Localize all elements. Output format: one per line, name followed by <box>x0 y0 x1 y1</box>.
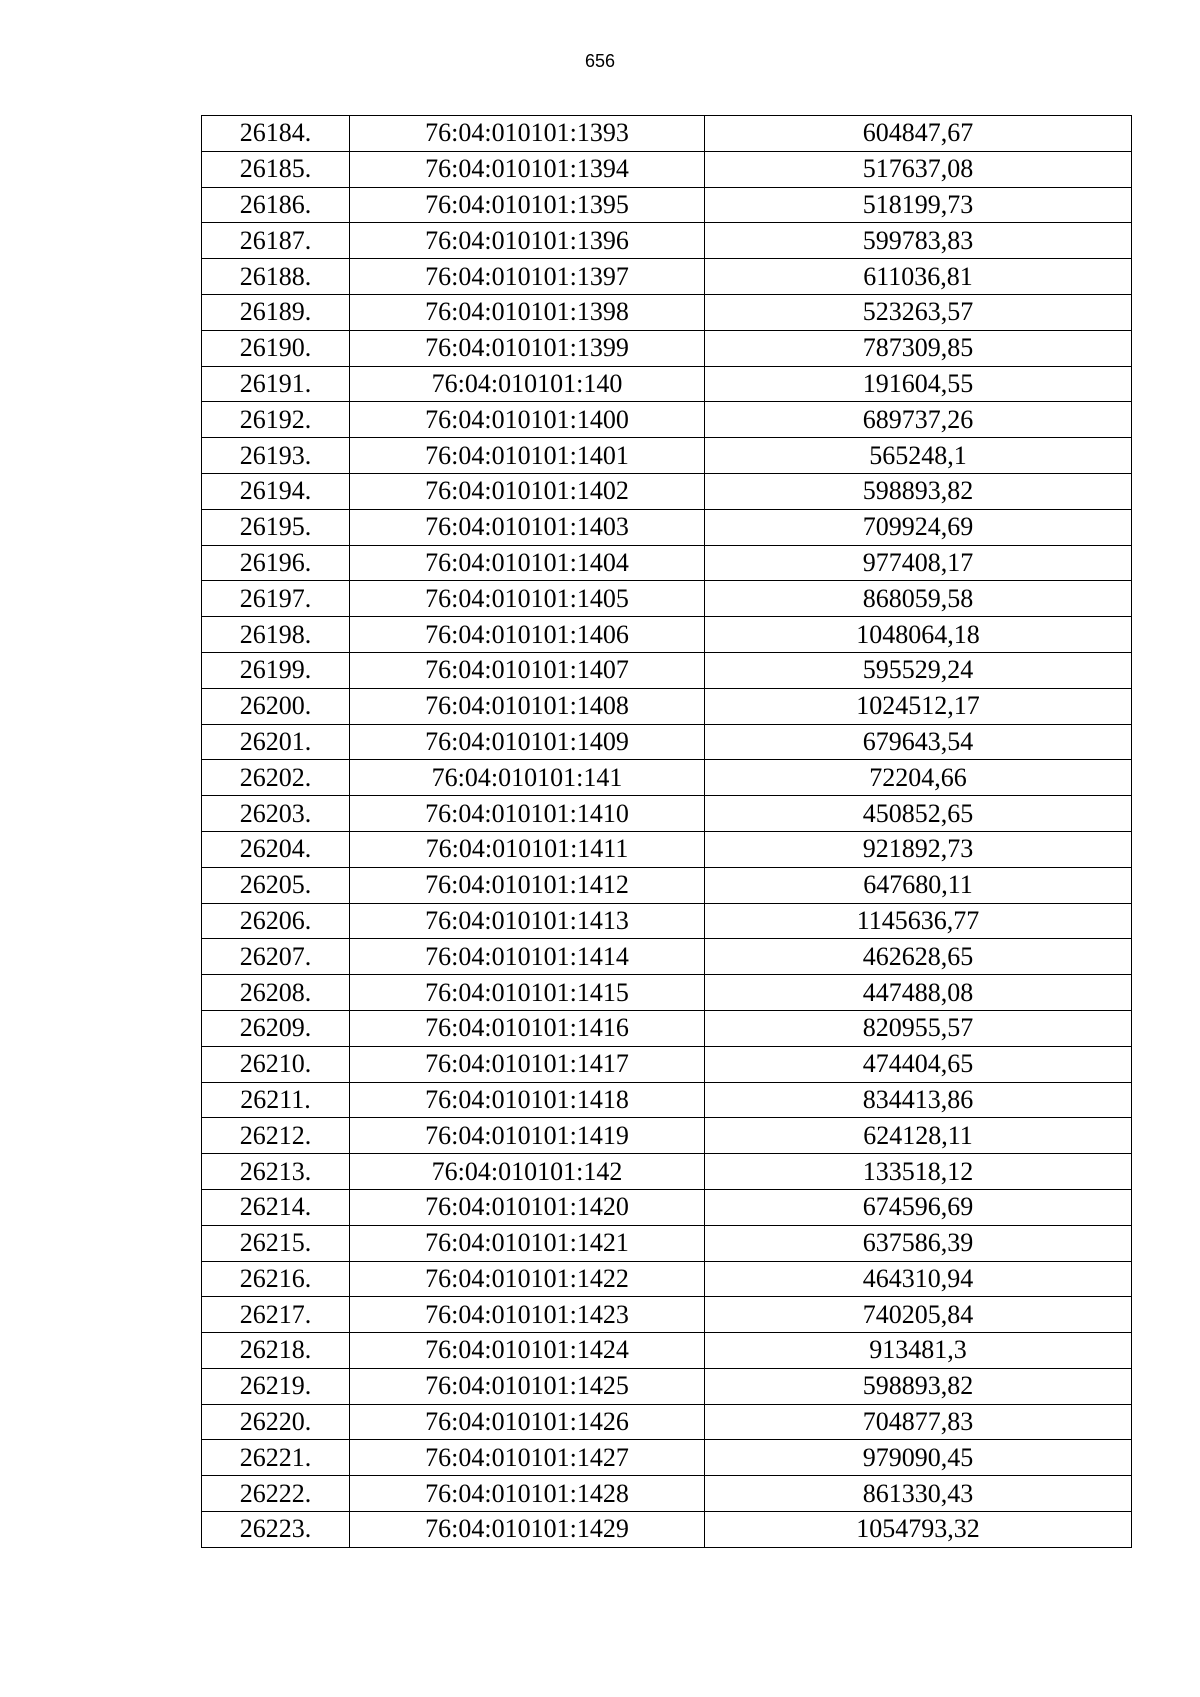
row-number-cell: 26223. <box>202 1512 350 1548</box>
cadastral-value-cell: 604847,67 <box>705 116 1132 152</box>
cadastral-number-cell: 76:04:010101:1426 <box>350 1404 705 1440</box>
table-row <box>202 724 1132 760</box>
cadastral-value-cell: 72204,66 <box>705 760 1132 796</box>
table-body <box>202 116 1132 1548</box>
cadastral-number-cell: 76:04:010101:1393 <box>350 116 705 152</box>
cadastral-value-cell: 834413,86 <box>705 1082 1132 1118</box>
cadastral-number-cell: 76:04:010101:1417 <box>350 1046 705 1082</box>
row-number-cell: 26222. <box>202 1476 350 1512</box>
row-number-cell: 26204. <box>202 831 350 867</box>
cadastral-value-cell: 1054793,32 <box>705 1512 1132 1548</box>
cadastral-value-table <box>201 115 1132 1548</box>
cadastral-number-cell: 76:04:010101:1394 <box>350 151 705 187</box>
row-number-cell: 26193. <box>202 438 350 474</box>
row-number-cell: 26196. <box>202 545 350 581</box>
cadastral-number-cell: 76:04:010101:1395 <box>350 187 705 223</box>
table-row <box>202 1010 1132 1046</box>
cadastral-value-cell: 674596,69 <box>705 1189 1132 1225</box>
cadastral-number-cell: 76:04:010101:1405 <box>350 581 705 617</box>
cadastral-number-cell: 76:04:010101:1408 <box>350 688 705 724</box>
cadastral-value-cell: 820955,57 <box>705 1010 1132 1046</box>
row-number-cell: 26215. <box>202 1225 350 1261</box>
table-row <box>202 760 1132 796</box>
table-row <box>202 259 1132 295</box>
cadastral-number-cell: 76:04:010101:1411 <box>350 831 705 867</box>
cadastral-number-cell: 76:04:010101:1404 <box>350 545 705 581</box>
table-row <box>202 688 1132 724</box>
table-row <box>202 903 1132 939</box>
cadastral-number-cell: 76:04:010101:1406 <box>350 617 705 653</box>
row-number-cell: 26208. <box>202 975 350 1011</box>
row-number-cell: 26206. <box>202 903 350 939</box>
cadastral-number-cell: 76:04:010101:1413 <box>350 903 705 939</box>
row-number-cell: 26218. <box>202 1333 350 1369</box>
table-row <box>202 1404 1132 1440</box>
cadastral-value-cell: 868059,58 <box>705 581 1132 617</box>
cadastral-value-cell: 637586,39 <box>705 1225 1132 1261</box>
cadastral-number-cell: 76:04:010101:1396 <box>350 223 705 259</box>
cadastral-value-cell: 447488,08 <box>705 975 1132 1011</box>
table-row <box>202 509 1132 545</box>
row-number-cell: 26194. <box>202 473 350 509</box>
cadastral-value-cell: 598893,82 <box>705 1368 1132 1404</box>
table-row <box>202 831 1132 867</box>
cadastral-value-cell: 979090,45 <box>705 1440 1132 1476</box>
row-number-cell: 26211. <box>202 1082 350 1118</box>
table-row <box>202 473 1132 509</box>
cadastral-number-cell: 76:04:010101:1424 <box>350 1333 705 1369</box>
cadastral-number-cell: 76:04:010101:1427 <box>350 1440 705 1476</box>
table-row <box>202 1154 1132 1190</box>
table-row <box>202 294 1132 330</box>
cadastral-value-cell: 462628,65 <box>705 939 1132 975</box>
row-number-cell: 26190. <box>202 330 350 366</box>
row-number-cell: 26205. <box>202 867 350 903</box>
row-number-cell: 26189. <box>202 294 350 330</box>
row-number-cell: 26209. <box>202 1010 350 1046</box>
table-row <box>202 617 1132 653</box>
table-row <box>202 151 1132 187</box>
cadastral-value-cell: 611036,81 <box>705 259 1132 295</box>
table-row <box>202 1261 1132 1297</box>
table-row <box>202 330 1132 366</box>
table-row <box>202 652 1132 688</box>
table-row <box>202 1476 1132 1512</box>
table-row <box>202 187 1132 223</box>
table-row <box>202 438 1132 474</box>
cadastral-value-cell: 913481,3 <box>705 1333 1132 1369</box>
row-number-cell: 26221. <box>202 1440 350 1476</box>
row-number-cell: 26216. <box>202 1261 350 1297</box>
row-number-cell: 26214. <box>202 1189 350 1225</box>
cadastral-number-cell: 76:04:010101:1428 <box>350 1476 705 1512</box>
table-row <box>202 796 1132 832</box>
cadastral-value-cell: 518199,73 <box>705 187 1132 223</box>
cadastral-number-cell: 76:04:010101:1399 <box>350 330 705 366</box>
row-number-cell: 26202. <box>202 760 350 796</box>
cadastral-value-cell: 523263,57 <box>705 294 1132 330</box>
row-number-cell: 26213. <box>202 1154 350 1190</box>
cadastral-number-cell: 76:04:010101:1409 <box>350 724 705 760</box>
row-number-cell: 26188. <box>202 259 350 295</box>
row-number-cell: 26210. <box>202 1046 350 1082</box>
cadastral-value-cell: 599783,83 <box>705 223 1132 259</box>
table-row <box>202 1333 1132 1369</box>
cadastral-number-cell: 76:04:010101:142 <box>350 1154 705 1190</box>
table-row <box>202 116 1132 152</box>
table-row <box>202 1512 1132 1548</box>
cadastral-value-cell: 450852,65 <box>705 796 1132 832</box>
cadastral-value-cell: 861330,43 <box>705 1476 1132 1512</box>
table-row <box>202 1118 1132 1154</box>
cadastral-value-cell: 474404,65 <box>705 1046 1132 1082</box>
cadastral-number-cell: 76:04:010101:140 <box>350 366 705 402</box>
cadastral-value-cell: 921892,73 <box>705 831 1132 867</box>
cadastral-number-cell: 76:04:010101:1415 <box>350 975 705 1011</box>
table-row <box>202 545 1132 581</box>
row-number-cell: 26199. <box>202 652 350 688</box>
cadastral-number-cell: 76:04:010101:1410 <box>350 796 705 832</box>
cadastral-value-cell: 624128,11 <box>705 1118 1132 1154</box>
table-row <box>202 1297 1132 1333</box>
cadastral-number-cell: 76:04:010101:1401 <box>350 438 705 474</box>
table-row <box>202 975 1132 1011</box>
cadastral-value-cell: 704877,83 <box>705 1404 1132 1440</box>
cadastral-value-cell: 517637,08 <box>705 151 1132 187</box>
row-number-cell: 26203. <box>202 796 350 832</box>
cadastral-number-cell: 76:04:010101:1402 <box>350 473 705 509</box>
table-row <box>202 1189 1132 1225</box>
cadastral-number-cell: 76:04:010101:1412 <box>350 867 705 903</box>
table-row <box>202 1440 1132 1476</box>
row-number-cell: 26191. <box>202 366 350 402</box>
cadastral-value-cell: 787309,85 <box>705 330 1132 366</box>
row-number-cell: 26186. <box>202 187 350 223</box>
cadastral-value-cell: 464310,94 <box>705 1261 1132 1297</box>
cadastral-value-cell: 977408,17 <box>705 545 1132 581</box>
cadastral-number-cell: 76:04:010101:1425 <box>350 1368 705 1404</box>
page-number: 656 <box>584 51 616 71</box>
table-row <box>202 1082 1132 1118</box>
row-number-cell: 26200. <box>202 688 350 724</box>
cadastral-value-cell: 598893,82 <box>705 473 1132 509</box>
cadastral-value-cell: 740205,84 <box>705 1297 1132 1333</box>
cadastral-number-cell: 76:04:010101:1397 <box>350 259 705 295</box>
cadastral-value-cell: 647680,11 <box>705 867 1132 903</box>
cadastral-number-cell: 76:04:010101:1418 <box>350 1082 705 1118</box>
cadastral-number-cell: 76:04:010101:1429 <box>350 1512 705 1548</box>
cadastral-number-cell: 76:04:010101:1420 <box>350 1189 705 1225</box>
cadastral-number-cell: 76:04:010101:1407 <box>350 652 705 688</box>
table-row <box>202 1368 1132 1404</box>
table-row <box>202 402 1132 438</box>
cadastral-number-cell: 76:04:010101:1419 <box>350 1118 705 1154</box>
cadastral-value-cell: 191604,55 <box>705 366 1132 402</box>
cadastral-value-cell: 679643,54 <box>705 724 1132 760</box>
cadastral-number-cell: 76:04:010101:1403 <box>350 509 705 545</box>
row-number-cell: 26192. <box>202 402 350 438</box>
row-number-cell: 26212. <box>202 1118 350 1154</box>
cadastral-value-cell: 133518,12 <box>705 1154 1132 1190</box>
row-number-cell: 26219. <box>202 1368 350 1404</box>
cadastral-value-cell: 595529,24 <box>705 652 1132 688</box>
row-number-cell: 26207. <box>202 939 350 975</box>
cadastral-number-cell: 76:04:010101:1400 <box>350 402 705 438</box>
row-number-cell: 26185. <box>202 151 350 187</box>
cadastral-number-cell: 76:04:010101:141 <box>350 760 705 796</box>
row-number-cell: 26198. <box>202 617 350 653</box>
row-number-cell: 26217. <box>202 1297 350 1333</box>
table-row <box>202 366 1132 402</box>
cadastral-value-cell: 689737,26 <box>705 402 1132 438</box>
cadastral-number-cell: 76:04:010101:1416 <box>350 1010 705 1046</box>
table-row <box>202 867 1132 903</box>
table-row <box>202 1225 1132 1261</box>
cadastral-value-cell: 1145636,77 <box>705 903 1132 939</box>
cadastral-value-cell: 1048064,18 <box>705 617 1132 653</box>
cadastral-number-cell: 76:04:010101:1423 <box>350 1297 705 1333</box>
cadastral-number-cell: 76:04:010101:1421 <box>350 1225 705 1261</box>
row-number-cell: 26187. <box>202 223 350 259</box>
row-number-cell: 26195. <box>202 509 350 545</box>
table-row <box>202 939 1132 975</box>
cadastral-value-cell: 565248,1 <box>705 438 1132 474</box>
cadastral-number-cell: 76:04:010101:1398 <box>350 294 705 330</box>
row-number-cell: 26201. <box>202 724 350 760</box>
cadastral-number-cell: 76:04:010101:1422 <box>350 1261 705 1297</box>
row-number-cell: 26184. <box>202 116 350 152</box>
row-number-cell: 26220. <box>202 1404 350 1440</box>
table-row <box>202 1046 1132 1082</box>
table-row <box>202 223 1132 259</box>
cadastral-value-cell: 1024512,17 <box>705 688 1132 724</box>
cadastral-number-cell: 76:04:010101:1414 <box>350 939 705 975</box>
row-number-cell: 26197. <box>202 581 350 617</box>
table-row <box>202 581 1132 617</box>
cadastral-value-cell: 709924,69 <box>705 509 1132 545</box>
